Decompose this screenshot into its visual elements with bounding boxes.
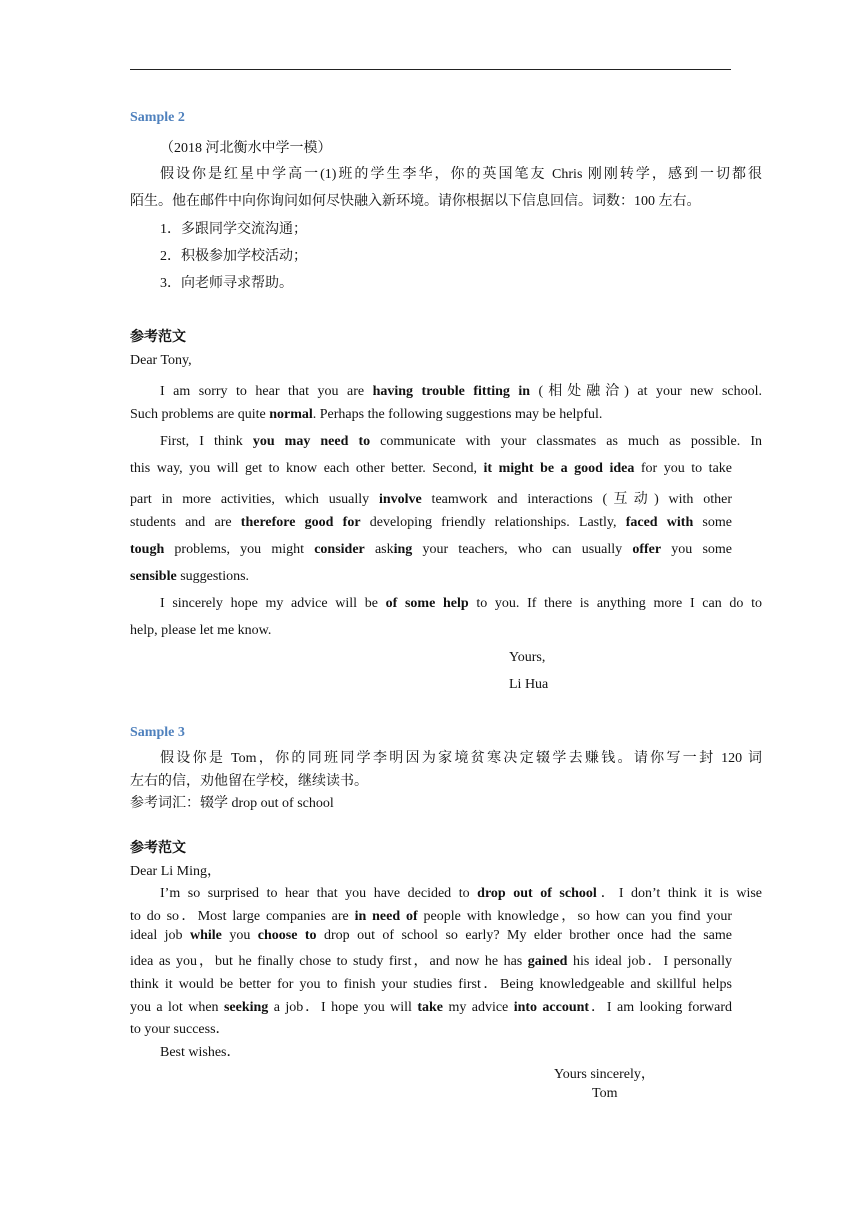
sample-2-p2-line-1: First, I think you may need to communicate with your classmates as much as possible. In <box>160 434 762 449</box>
header-rule <box>130 69 731 70</box>
sample-2-p2-line-5: tough problems, you might consider asking your teachers, who can usually offer you some <box>130 542 732 557</box>
sample-2-p3-line-1: I sincerely hope my advice will be of some help to you. If there is anything more I can do to <box>160 596 762 611</box>
sample-3-wishes: Best wishes． <box>160 1045 241 1060</box>
sample-3-closing: Yours sincerely， <box>554 1067 655 1082</box>
sample-2-greeting: Dear Tony, <box>130 353 192 368</box>
sample-3-essay-heading: 参考范文 <box>130 841 186 856</box>
sample-3-prompt-line-2: 左右的信，劝他留在学校，继续读书。 <box>130 774 368 789</box>
sample-2-p1-line-2: Such problems are quite normal. Perhaps the following suggestions may be helpful. <box>130 407 603 422</box>
sample-2-p2-line-6: sensible suggestions. <box>130 569 250 584</box>
sample-3-vocab: 参考词汇：辍学 drop out of school <box>130 796 334 811</box>
sample-2-p2-line-4: students and are therefore good for developing friendly relationships. Lastly, faced with some <box>130 515 732 530</box>
sample-2-point-3: 3．向老师寻求帮助。 <box>160 276 293 291</box>
sample-2-p3-line-2: help, please let me know. <box>130 623 272 638</box>
sample-3-prompt-line-1: 假设你是 Tom，你的同班同学李明因为家境贫寒决定辍学去赚钱。请你写一封 120 词 <box>160 751 762 766</box>
sample-3-line-7: to your success． <box>130 1022 230 1037</box>
sample-3-signature: Tom <box>592 1086 618 1101</box>
sample-2-essay-heading: 参考范文 <box>130 330 186 345</box>
sample-2-closing: Yours, <box>509 650 546 665</box>
sample-3-line-2: to do so．Most large companies are in need of people with knowledge，so how can you find your <box>130 909 733 924</box>
sample-2-prompt-line-2: 陌生。他在邮件中向你询问如何尽快融入新环境。请你根据以下信息回信。词数：100 左右。 <box>130 194 701 209</box>
sample-2-p2-line-2: this way, you will get to know each other better. Second, it might be a good idea for you to take <box>130 461 733 476</box>
sample-2-p1-line-1: I am sorry to hear that you are having trouble fitting in (相处融洽) at your new school. <box>160 384 762 399</box>
sample-2-prompt-line-1: 假设你是红星中学高一(1)班的学生李华，你的英国笔友 Chris 刚刚转学，感到一切都很 <box>160 167 762 182</box>
sample-3-line-1: I’m so surprised to hear that you have decided to drop out of school．I don’t think it is wise <box>160 886 763 901</box>
sample-2-signature: Li Hua <box>509 677 549 692</box>
sample-3-greeting: Dear Li Ming， <box>130 864 221 879</box>
sample-3-line-6: you a lot when seeking a job．I hope you will take my advice into account．I am looking forward <box>130 1000 733 1015</box>
sample-2-point-2: 2．积极参加学校活动； <box>160 249 307 264</box>
sample-3-line-5: think it would be better for you to finish your studies first．Being knowledgeable and skillful helps <box>130 977 732 992</box>
sample-3-line-4: idea as you，but he finally chose to study first，and now he has gained his ideal job．I personally <box>130 954 732 969</box>
sample-2-title: Sample 2 <box>130 110 185 125</box>
sample-2-source: （2018 河北衡水中学一模） <box>160 141 332 156</box>
sample-3-line-3: ideal job while you choose to drop out of school so early? My elder brother once had the same <box>130 928 733 943</box>
sample-2-point-1: 1．多跟同学交流沟通； <box>160 222 307 237</box>
sample-2-p2-line-3: part in more activities, which usually involve teamwork and interactions (互动) with other <box>130 492 732 507</box>
sample-3-title: Sample 3 <box>130 725 185 740</box>
